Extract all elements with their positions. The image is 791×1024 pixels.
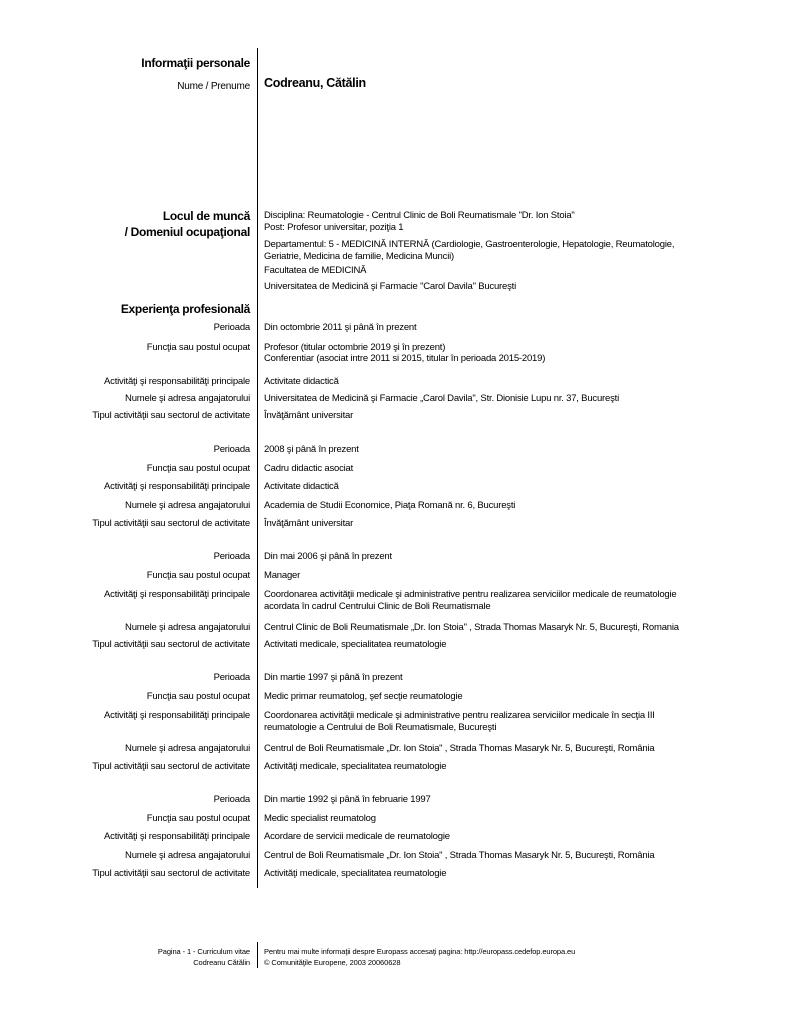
sector-label: Tipul activităţii sau sectorul de activitate (92, 868, 250, 879)
function-label: Funcţia sau postul ocupat (146, 463, 250, 474)
employer-value: Universitatea de Medicină şi Farmacie „Carol Davila", Str. Dionisie Lupu nr. 37, Bucureşti (264, 393, 619, 404)
period-label: Perioada (213, 322, 250, 333)
footer-owner-name: Codreanu Cătălin (193, 958, 250, 967)
period-label: Perioada (213, 444, 250, 455)
workplace-line: Facultatea de MEDICINĂ (264, 265, 367, 276)
footer-page-info: Pagina - 1 - Curriculum vitae (157, 947, 250, 956)
activities-value: Activitate didactică (264, 376, 339, 387)
workplace-line: Departamentul: 5 - MEDICINĂ INTERNĂ (Cardiologie, Gastroenterologie, Hepatologie, Reumatologie, (264, 239, 675, 250)
period-label: Perioada (213, 794, 250, 805)
employer-value: Centrul de Boli Reumatismale „Dr. Ion Stoia" , Strada Thomas Masaryk Nr. 5, Bucureşti, România (264, 850, 655, 861)
activities-label: Activităţi şi responsabilităţi principale (104, 481, 250, 492)
function-label: Funcţia sau postul ocupat (146, 813, 250, 824)
period-label: Perioada (213, 672, 250, 683)
personal-info-heading: Informaţii personale (141, 56, 250, 70)
period-value: 2008 şi până în prezent (264, 444, 359, 455)
sector-value: Activităţi medicale, specialitatea reumatologie (264, 761, 447, 772)
function-label: Funcţia sau postul ocupat (146, 342, 250, 353)
activities-label: Activităţi şi responsabilităţi principale (104, 831, 250, 842)
sector-label: Tipul activităţii sau sectorul de activitate (92, 410, 250, 421)
activities-value: Acordare de servicii medicale de reumatologie (264, 831, 450, 842)
employer-label: Numele şi adresa angajatorului (125, 393, 250, 404)
employer-label: Numele şi adresa angajatorului (125, 743, 250, 754)
activities-value: Coordonarea activităţii medicale şi administrative pentru realizarea serviciilor medicale în secţia III (264, 710, 655, 721)
function-value: Cadru didactic asociat (264, 463, 354, 474)
experience-heading: Experienţa profesională (120, 302, 250, 316)
workplace-heading-line1: Locul de muncă (162, 209, 250, 223)
footer-copyright: © Comunităţile Europene, 2003 20060628 (264, 958, 401, 967)
activities-value: acordata în cadrul Centrului Clinic de Boli Reumatismale (264, 601, 491, 612)
workplace-line: Geriatrie, Medicina de familie, Medicina Muncii) (264, 251, 454, 262)
sector-value: Activităţi medicale, specialitatea reumatologie (264, 868, 447, 879)
period-value: Din octombrie 2011 şi până în prezent (264, 322, 417, 333)
period-label: Perioada (213, 551, 250, 562)
activities-value: reumatologie a Centrului de Boli Reumatismale, Bucureşti (264, 722, 497, 733)
employer-value: Centrul Clinic de Boli Reumatismale „Dr. Ion Stoia" , Strada Thomas Masaryk Nr. 5, Bucureşti, Romania (264, 622, 679, 633)
activities-label: Activităţi şi responsabilităţi principale (104, 710, 250, 721)
activities-value: Activitate didactică (264, 481, 339, 492)
workplace-line: Universitatea de Medicină şi Farmacie "Carol Davila" Bucureşti (264, 281, 516, 292)
function-value: Conferentiar (asociat intre 2011 si 2015, titular în perioada 2015-2019) (264, 353, 546, 364)
footer-europass-info: Pentru mai multe informaţii despre Europass accesaţi pagina: http://europass.cedefop.europa.eu (264, 947, 576, 956)
function-label: Funcţia sau postul ocupat (146, 691, 250, 702)
sector-value: Învăţământ universitar (264, 518, 354, 529)
footer-divider (257, 942, 258, 968)
function-label: Funcţia sau postul ocupat (146, 570, 250, 581)
workplace-line: Disciplina: Reumatologie - Centrul Clinic de Boli Reumatismale "Dr. Ion Stoia" (264, 210, 575, 221)
sector-label: Tipul activităţii sau sectorul de activitate (92, 518, 250, 529)
sector-value: Învăţământ universitar (264, 410, 354, 421)
sector-label: Tipul activităţii sau sectorul de activitate (92, 639, 250, 650)
function-value: Medic specialist reumatolog (264, 813, 376, 824)
employer-label: Numele şi adresa angajatorului (125, 622, 250, 633)
function-value: Medic primar reumatolog, şef secţie reumatologie (264, 691, 463, 702)
activities-value: Coordonarea activităţii medicale şi administrative pentru realizarea serviciilor medicale de reumatologie (264, 589, 677, 600)
period-value: Din martie 1992 şi până în februarie 1997 (264, 794, 431, 805)
activities-label: Activităţi şi responsabilităţi principale (104, 589, 250, 600)
activities-label: Activităţi şi responsabilităţi principale (104, 376, 250, 387)
period-value: Din martie 1997 şi până în prezent (264, 672, 403, 683)
sector-value: Activitati medicale, specialitatea reumatologie (264, 639, 447, 650)
period-value: Din mai 2006 şi până în prezent (264, 551, 392, 562)
function-value: Profesor (titular octombrie 2019 şi în prezent) (264, 342, 446, 353)
employer-value: Centrul de Boli Reumatismale „Dr. Ion Stoia" , Strada Thomas Masaryk Nr. 5, Bucureşti, România (264, 743, 655, 754)
employer-value: Academia de Studii Economice, Piaţa Romană nr. 6, Bucureşti (264, 500, 516, 511)
column-divider (257, 48, 258, 888)
sector-label: Tipul activităţii sau sectorul de activitate (92, 761, 250, 772)
name-label: Nume / Prenume (177, 81, 250, 92)
name-value: Codreanu, Cătălin (264, 76, 366, 90)
workplace-heading-line2: / Domeniul ocupaţional (124, 225, 250, 239)
workplace-line: Post: Profesor universitar, poziţia 1 (264, 222, 404, 233)
function-value: Manager (264, 570, 301, 581)
employer-label: Numele şi adresa angajatorului (125, 850, 250, 861)
employer-label: Numele şi adresa angajatorului (125, 500, 250, 511)
